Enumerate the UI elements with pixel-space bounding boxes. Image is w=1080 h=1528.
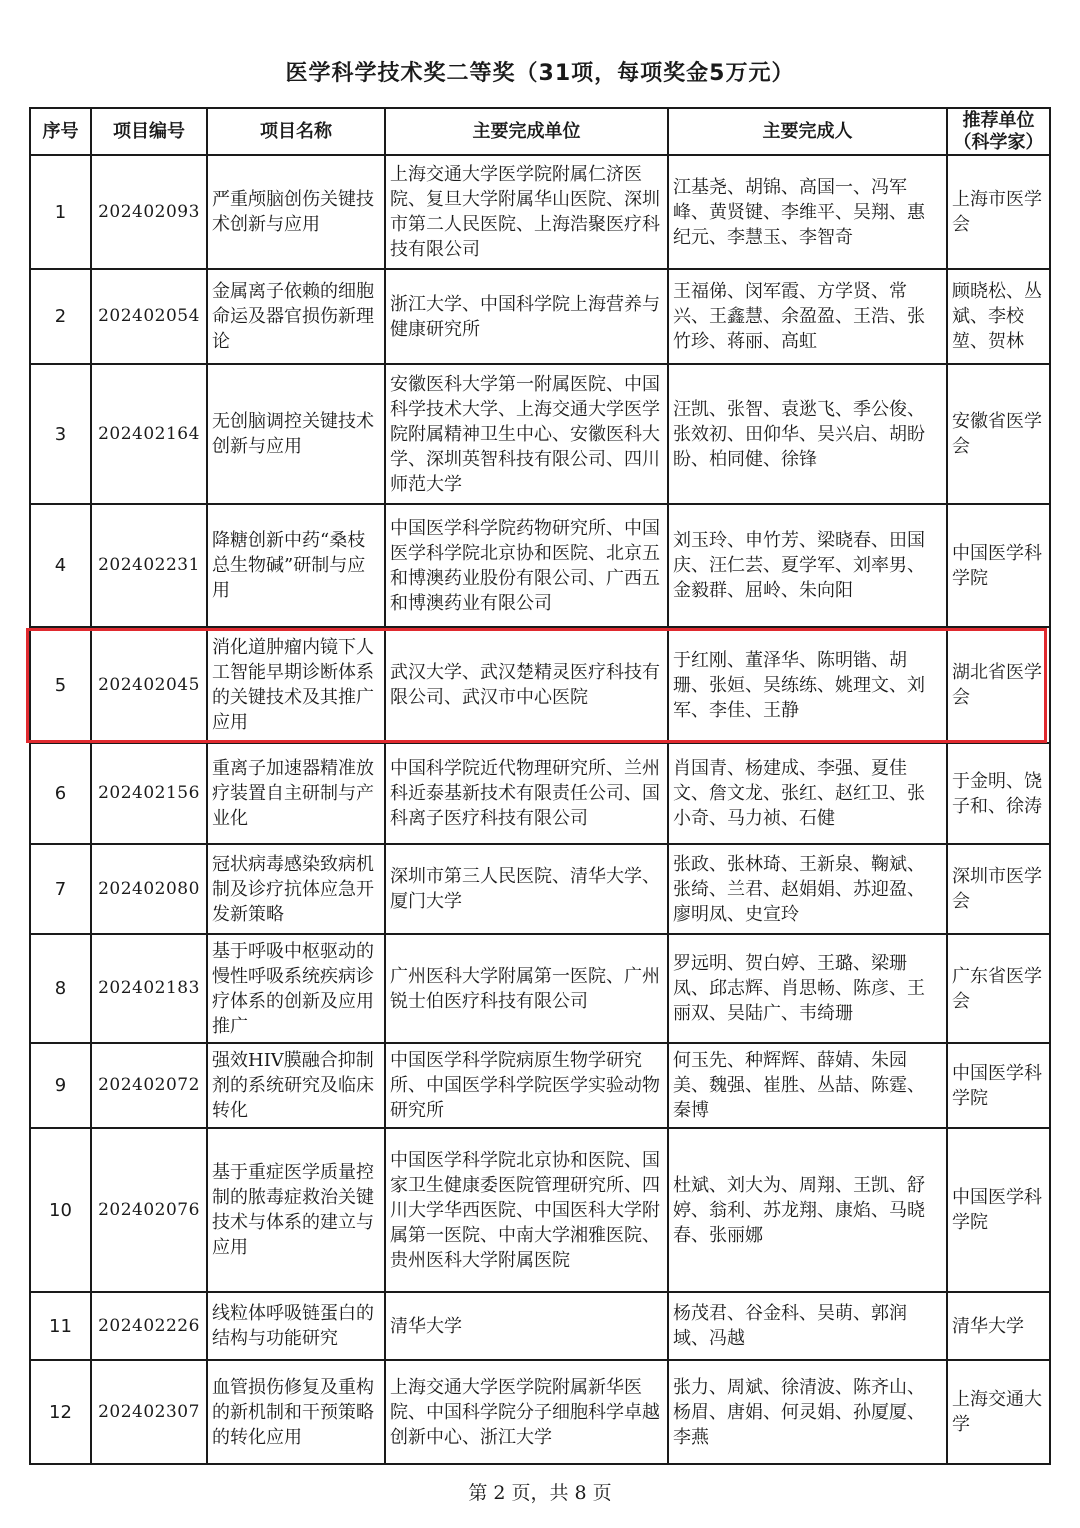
completing-people: 刘玉玲、申竹芳、梁晓春、田国庆、汪仁芸、夏学军、刘率男、金毅群、屈岭、朱向阳 (668, 504, 947, 627)
row-number: 2 (30, 269, 91, 364)
project-code: 202402080 (91, 844, 207, 934)
page-title: 医学科学技术奖二等奖（31项，每项奖金5万元） (285, 61, 795, 86)
completing-units: 武汉大学、武汉楚精灵医疗科技有限公司、武汉市中心医院 (385, 627, 668, 743)
project-code: 202402076 (91, 1128, 207, 1292)
project-code: 202402164 (91, 364, 207, 504)
row-number: 4 (30, 504, 91, 627)
header-people: 主要完成人 (668, 108, 947, 155)
completing-units: 中国医学科学院北京协和医院、国家卫生健康委医院管理研究所、四川大学华西医院、中国医科大学附属第一医院、中南大学湘雅医院、贵州医科大学附属医院 (385, 1128, 668, 1292)
completing-people: 于红刚、董泽华、陈明锴、胡珊、张姮、吴练练、姚理文、刘军、李佳、王静 (668, 627, 947, 743)
completing-units: 深圳市第三人民医院、清华大学、厦门大学 (385, 844, 668, 934)
completing-people: 张政、张林琦、王新泉、鞠斌、张绮、兰君、赵娟娟、苏迎盈、廖明凤、史宣玲 (668, 844, 947, 934)
table-row (30, 504, 1050, 627)
table-row (30, 1360, 1050, 1464)
completing-units: 安徽医科大学第一附属医院、中国科学技术大学、上海交通大学医学院附属精神卫生中心、安徽医科大学、深圳英智科技有限公司、四川师范大学 (385, 364, 668, 504)
completing-people: 肖国青、杨建成、李强、夏佳文、詹文龙、张红、赵红卫、张小奇、马力祯、石健 (668, 743, 947, 844)
recommender: 广东省医学会 (947, 934, 1050, 1043)
row-number: 6 (30, 743, 91, 844)
project-code: 202402045 (91, 627, 207, 743)
completing-units: 中国科学院近代物理研究所、兰州科近泰基新技术有限责任公司、国科离子医疗科技有限公司 (385, 743, 668, 844)
table-row (30, 1292, 1050, 1360)
page-footer: 第 2 页，共 8 页 (468, 1482, 612, 1504)
completing-people: 杨茂君、谷金科、吴萌、郭润域、冯越 (668, 1292, 947, 1360)
completing-units: 中国医学科学院药物研究所、中国医学科学院北京协和医院、北京五和博澳药业股份有限公司、广西五和博澳药业有限公司 (385, 504, 668, 627)
project-code: 202402307 (91, 1360, 207, 1464)
project-name: 强效HIV膜融合抑制剂的系统研究及临床转化 (207, 1043, 385, 1128)
recommender: 安徽省医学会 (947, 364, 1050, 504)
row-number: 5 (30, 627, 91, 743)
project-name: 基于重症医学质量控制的脓毒症救治关键技术与体系的建立与应用 (207, 1128, 385, 1292)
row-number: 1 (30, 155, 91, 269)
recommender: 上海交通大学 (947, 1360, 1050, 1464)
completing-people: 何玉先、种辉辉、薛婧、朱园美、魏强、崔胜、丛喆、陈霆、秦博 (668, 1043, 947, 1128)
row-number: 12 (30, 1360, 91, 1464)
header-code: 项目编号 (91, 108, 207, 155)
award-table (29, 107, 1051, 1465)
completing-units: 中国医学科学院病原生物学研究所、中国医学科学院医学实验动物研究所 (385, 1043, 668, 1128)
recommender: 于金明、饶子和、徐涛 (947, 743, 1050, 844)
table-row (30, 844, 1050, 934)
project-code: 202402054 (91, 269, 207, 364)
row-number: 3 (30, 364, 91, 504)
project-name: 无创脑调控关键技术创新与应用 (207, 364, 385, 504)
table-row (30, 155, 1050, 269)
project-name: 血管损伤修复及重构的新机制和干预策略的转化应用 (207, 1360, 385, 1464)
completing-people: 杜斌、刘大为、周翔、王凯、舒婷、翁利、苏龙翔、康焰、马晓春、张丽娜 (668, 1128, 947, 1292)
project-code: 202402156 (91, 743, 207, 844)
recommender: 深圳市医学会 (947, 844, 1050, 934)
recommender: 顾晓松、丛斌、李校堃、贺林 (947, 269, 1050, 364)
completing-units: 上海交通大学医学院附属新华医院、中国科学院分子细胞科学卓越创新中心、浙江大学 (385, 1360, 668, 1464)
completing-people: 江基尧、胡锦、高国一、冯军峰、黄贤键、李维平、吴翔、惠纪元、李慧玉、李智奇 (668, 155, 947, 269)
recommender: 中国医学科学院 (947, 1128, 1050, 1292)
project-name: 金属离子依赖的细胞命运及器官损伤新理论 (207, 269, 385, 364)
header-name: 项目名称 (207, 108, 385, 155)
project-code: 202402183 (91, 934, 207, 1043)
row-number: 9 (30, 1043, 91, 1128)
completing-units: 清华大学 (385, 1292, 668, 1360)
completing-units: 浙江大学、中国科学院上海营养与健康研究所 (385, 269, 668, 364)
completing-people: 王福俤、闵军霞、方学贤、常兴、王鑫慧、余盈盈、王浩、张竹珍、蒋丽、高虹 (668, 269, 947, 364)
completing-people: 汪凯、张智、袁逖飞、季公俊、张效初、田仰华、吴兴启、胡盼盼、柏同健、徐锋 (668, 364, 947, 504)
row-number: 8 (30, 934, 91, 1043)
table-row (30, 627, 1050, 743)
recommender: 湖北省医学会 (947, 627, 1050, 743)
project-code: 202402231 (91, 504, 207, 627)
completing-people: 罗远明、贺白婷、王璐、梁珊凤、邱志辉、肖思畅、陈彦、王丽双、吴陆广、韦绮珊 (668, 934, 947, 1043)
table-row (30, 269, 1050, 364)
project-code: 202402072 (91, 1043, 207, 1128)
row-number: 10 (30, 1128, 91, 1292)
table-row (30, 1043, 1050, 1128)
recommender: 中国医学科学院 (947, 504, 1050, 627)
project-name: 基于呼吸中枢驱动的慢性呼吸系统疾病诊疗体系的创新及应用推广 (207, 934, 385, 1043)
row-number: 11 (30, 1292, 91, 1360)
project-code: 202402226 (91, 1292, 207, 1360)
project-name: 严重颅脑创伤关键技术创新与应用 (207, 155, 385, 269)
table-row (30, 1128, 1050, 1292)
project-name: 冠状病毒感染致病机制及诊疗抗体应急开发新策略 (207, 844, 385, 934)
completing-people: 张力、周斌、徐清波、陈齐山、杨眉、唐娟、何灵娟、孙厦厦、李燕 (668, 1360, 947, 1464)
recommender: 中国医学科学院 (947, 1043, 1050, 1128)
header-no: 序号 (30, 108, 91, 155)
header-row (30, 108, 1050, 155)
completing-units: 上海交通大学医学院附属仁济医院、复旦大学附属华山医院、深圳市第二人民医院、上海浩聚医疗科技有限公司 (385, 155, 668, 269)
project-name: 降糖创新中药“桑枝总生物碱”研制与应用 (207, 504, 385, 627)
project-name: 重离子加速器精准放疗装置自主研制与产业化 (207, 743, 385, 844)
recommender: 上海市医学会 (947, 155, 1050, 269)
table-row (30, 364, 1050, 504)
table-row (30, 743, 1050, 844)
completing-units: 广州医科大学附属第一医院、广州锐士伯医疗科技有限公司 (385, 934, 668, 1043)
project-name: 线粒体呼吸链蛋白的结构与功能研究 (207, 1292, 385, 1360)
header-units: 主要完成单位 (385, 108, 668, 155)
project-name: 消化道肿瘤内镜下人工智能早期诊断体系的关键技术及其推广应用 (207, 627, 385, 743)
header-recommender: 推荐单位（科学家） (947, 108, 1050, 155)
row-number: 7 (30, 844, 91, 934)
recommender: 清华大学 (947, 1292, 1050, 1360)
project-code: 202402093 (91, 155, 207, 269)
table-row (30, 934, 1050, 1043)
